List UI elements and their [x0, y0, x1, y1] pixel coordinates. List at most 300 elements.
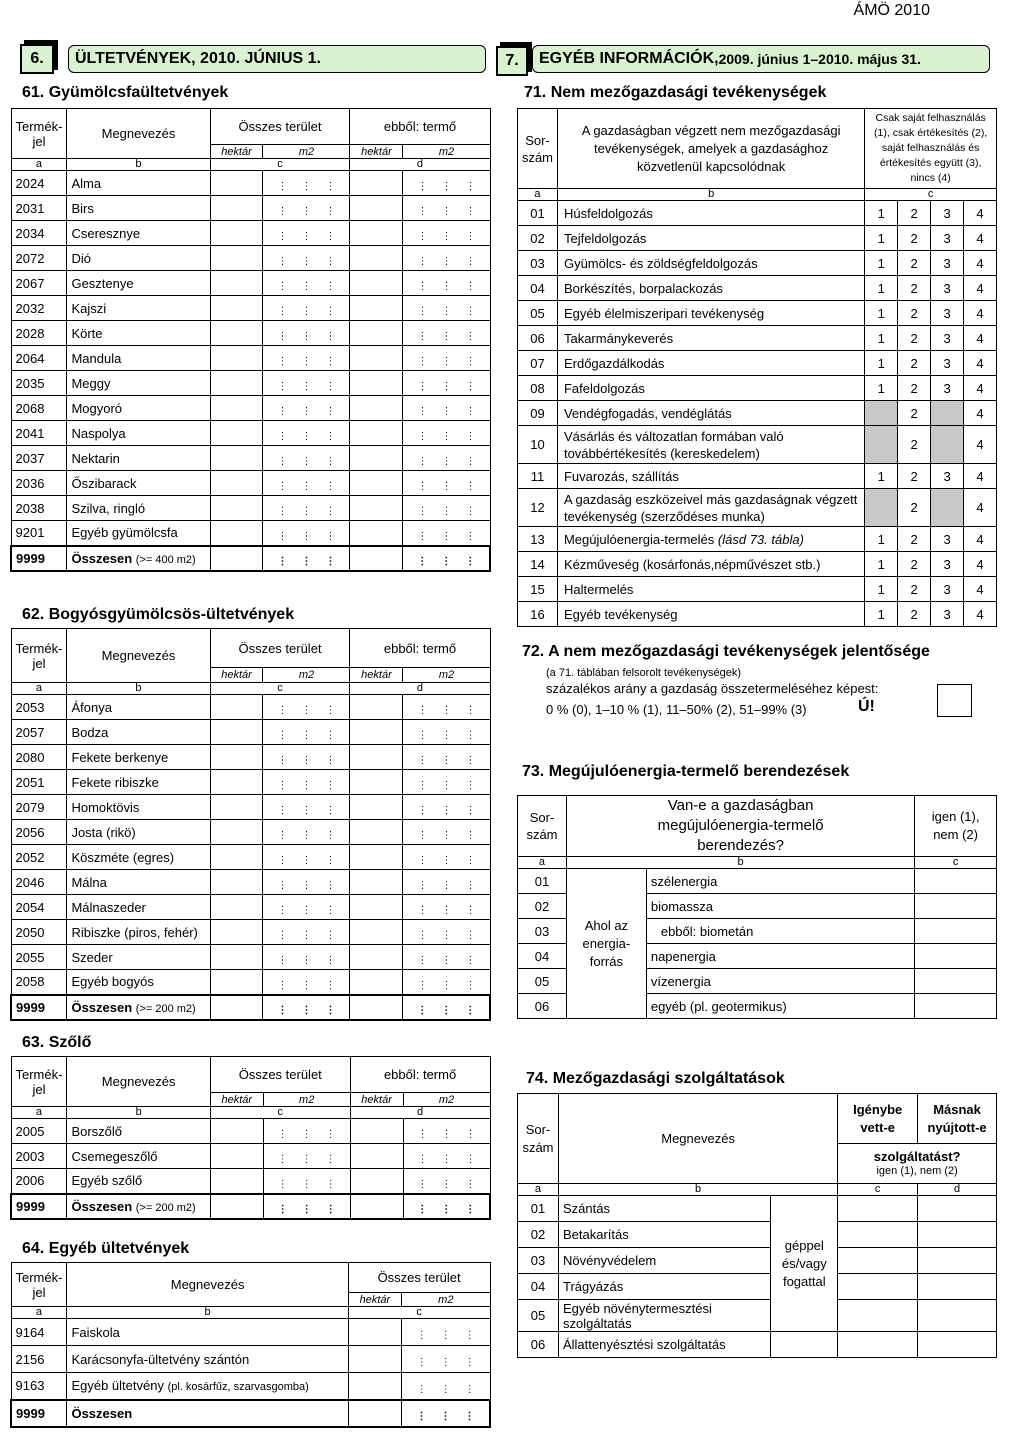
m2-input[interactable] [263, 820, 350, 845]
bearing-hectare-input[interactable] [350, 920, 403, 945]
hectare-input[interactable] [210, 221, 263, 246]
hectare-input[interactable] [210, 970, 263, 995]
product-code: 2046 [11, 870, 67, 895]
provided-input[interactable] [918, 1274, 997, 1300]
option-4[interactable]: 4 [964, 276, 997, 301]
m2-input[interactable] [263, 446, 350, 471]
m2-input[interactable] [263, 1119, 350, 1144]
bearing-m2-input[interactable] [403, 995, 490, 1020]
bearing-hectare-input[interactable] [350, 1144, 403, 1169]
bearing-m2-input[interactable] [403, 196, 490, 221]
used-input[interactable] [838, 1274, 918, 1300]
yes-no-input[interactable] [915, 869, 997, 894]
hectare-input[interactable] [348, 1400, 401, 1427]
option-3[interactable]: 3 [931, 251, 964, 276]
digit-slot [325, 757, 335, 765]
table-row [11, 845, 490, 870]
m2-input[interactable] [402, 1319, 490, 1346]
m2-input[interactable] [263, 870, 350, 895]
hectare-input[interactable] [210, 171, 263, 196]
option-2[interactable]: 2 [898, 226, 931, 251]
disabled-option [931, 401, 964, 426]
activity-name [557, 426, 864, 464]
hectare-input[interactable] [210, 720, 263, 745]
bearing-m2-input[interactable] [403, 770, 490, 795]
hectare-input[interactable] [210, 1119, 263, 1144]
bearing-m2-input[interactable] [403, 321, 490, 346]
product-code: 9999 [11, 546, 67, 571]
option-3[interactable]: 3 [931, 351, 964, 376]
bearing-hectare-input[interactable] [350, 770, 403, 795]
m2-input[interactable] [263, 196, 350, 221]
digit-slot [301, 333, 311, 341]
m2-input[interactable] [263, 845, 350, 870]
m2-input[interactable] [263, 745, 350, 770]
bearing-m2-input[interactable] [403, 371, 490, 396]
digit-slot [301, 358, 311, 366]
service-row [518, 1300, 997, 1332]
bearing-m2-input[interactable] [403, 1119, 490, 1144]
m2-input[interactable] [263, 421, 350, 446]
option-2[interactable]: 2 [898, 426, 931, 464]
option-4[interactable]: 4 [964, 301, 997, 326]
m2-input[interactable] [263, 246, 350, 271]
digit-separators [408, 1173, 486, 1189]
option-4[interactable]: 4 [964, 351, 997, 376]
option-4[interactable]: 4 [964, 527, 997, 552]
hectare-input[interactable] [210, 321, 263, 346]
hectare-input[interactable] [210, 770, 263, 795]
hectare-input[interactable] [210, 521, 263, 546]
bearing-m2-input[interactable] [403, 895, 490, 920]
option-2[interactable]: 2 [898, 464, 931, 489]
m2-input[interactable] [402, 1346, 490, 1373]
product-name [67, 920, 210, 945]
provided-input[interactable] [918, 1332, 997, 1358]
m2-input[interactable] [263, 496, 350, 521]
option-4[interactable]: 4 [964, 426, 997, 464]
col-letter: b [67, 159, 210, 171]
disabled-option [865, 489, 898, 527]
option-1[interactable]: 1 [865, 276, 898, 301]
option-2[interactable]: 2 [898, 326, 931, 351]
digit-separators [407, 924, 485, 940]
hectare-input[interactable] [210, 396, 263, 421]
hectare-input[interactable] [210, 845, 263, 870]
yes-no-input[interactable] [915, 969, 997, 994]
bearing-hectare-input[interactable] [350, 196, 403, 221]
bearing-m2-input[interactable] [403, 1169, 490, 1194]
bearing-m2-input[interactable] [403, 970, 490, 995]
option-2[interactable]: 2 [898, 577, 931, 602]
col-header-total: Összes terület [210, 109, 350, 145]
hectare-input[interactable] [348, 1346, 401, 1373]
bearing-hectare-input[interactable] [350, 471, 403, 496]
bearing-hectare-input[interactable] [350, 695, 403, 720]
activity-name-text: Vendégfogadás, vendéglátás [563, 405, 732, 421]
bearing-hectare-input[interactable] [350, 396, 403, 421]
bearing-hectare-input[interactable] [350, 845, 403, 870]
energy-name: napenergia [646, 944, 914, 969]
bearing-hectare-input[interactable] [350, 171, 403, 196]
option-4[interactable]: 4 [964, 376, 997, 401]
digit-separators [407, 375, 485, 391]
used-input[interactable] [838, 1196, 918, 1222]
option-1[interactable]: 1 [865, 527, 898, 552]
bearing-hectare-input[interactable] [350, 795, 403, 820]
option-1[interactable]: 1 [865, 552, 898, 577]
hectare-input[interactable] [210, 795, 263, 820]
bearing-hectare-input[interactable] [350, 1169, 403, 1194]
bearing-hectare-input[interactable] [350, 496, 403, 521]
bearing-m2-input[interactable] [403, 346, 490, 371]
digit-separators [408, 1123, 486, 1139]
m2-input[interactable] [263, 346, 350, 371]
hectare-input[interactable] [210, 745, 263, 770]
digit-slot [441, 283, 451, 291]
hectare-input[interactable] [210, 346, 263, 371]
option-3[interactable]: 3 [931, 577, 964, 602]
bearing-m2-input[interactable] [403, 521, 490, 546]
bearing-m2-input[interactable] [403, 246, 490, 271]
table-72-note: (a 71. táblában felsorolt tevékenységek) [546, 667, 742, 679]
bearing-hectare-input[interactable] [350, 970, 403, 995]
option-4[interactable]: 4 [964, 602, 997, 627]
bearing-hectare-input[interactable] [350, 945, 403, 970]
provided-input[interactable] [918, 1300, 997, 1332]
digit-slot [301, 932, 311, 940]
bearing-hectare-input[interactable] [350, 371, 403, 396]
row-number: 12 [518, 489, 558, 527]
bearing-hectare-input[interactable] [350, 720, 403, 745]
bearing-m2-input[interactable] [403, 820, 490, 845]
activity-row [518, 376, 997, 401]
digit-slot [441, 308, 451, 316]
digit-separators [407, 999, 485, 1015]
option-1[interactable]: 1 [865, 464, 898, 489]
m2-input[interactable] [263, 770, 350, 795]
activity-name [557, 301, 864, 326]
hectare-input[interactable] [210, 196, 263, 221]
col-letter: c [210, 683, 350, 695]
bearing-hectare-input[interactable] [350, 895, 403, 920]
bearing-hectare-input[interactable] [350, 745, 403, 770]
yes-no-input[interactable] [915, 944, 997, 969]
option-2[interactable]: 2 [898, 552, 931, 577]
digit-slot [325, 183, 335, 191]
bearing-hectare-input[interactable] [350, 421, 403, 446]
bearing-m2-input[interactable] [403, 496, 490, 521]
bearing-hectare-input[interactable] [350, 346, 403, 371]
product-name-text: Kajszi [71, 300, 107, 316]
digit-slot [441, 782, 451, 790]
option-2[interactable]: 2 [898, 489, 931, 527]
option-2[interactable]: 2 [898, 201, 931, 226]
option-1[interactable]: 1 [865, 226, 898, 251]
m2-input[interactable] [263, 1194, 350, 1219]
digit-slot [441, 1386, 451, 1394]
digit-slot [442, 1181, 452, 1189]
m2-input[interactable] [263, 895, 350, 920]
hectare-input[interactable] [210, 695, 263, 720]
option-1[interactable]: 1 [865, 301, 898, 326]
hectare-input[interactable] [210, 421, 263, 446]
digit-slot [465, 433, 475, 441]
bearing-m2-input[interactable] [403, 720, 490, 745]
digit-slot [465, 1007, 475, 1015]
activity-name [557, 201, 864, 226]
option-3[interactable]: 3 [931, 201, 964, 226]
option-2[interactable]: 2 [898, 527, 931, 552]
activity-name-text: Haltermelés [563, 581, 634, 597]
bearing-m2-input[interactable] [403, 870, 490, 895]
table-row [11, 496, 490, 521]
product-name-text: Meggy [71, 375, 111, 391]
digit-slot [417, 1332, 427, 1340]
product-code: 2035 [11, 371, 67, 396]
used-input[interactable] [838, 1222, 918, 1248]
bearing-hectare-input[interactable] [350, 1194, 403, 1219]
product-name-text: Összesen [71, 1405, 133, 1421]
hectare-input[interactable] [210, 895, 263, 920]
col-header-code: Termék-jel [11, 1263, 67, 1307]
option-4[interactable]: 4 [964, 401, 997, 426]
activity-name-text: Egyéb tevékenység [563, 606, 678, 622]
hectare-input[interactable] [210, 1169, 263, 1194]
option-2[interactable]: 2 [898, 602, 931, 627]
option-4[interactable]: 4 [964, 577, 997, 602]
bearing-m2-input[interactable] [403, 396, 490, 421]
digit-slot [301, 233, 311, 241]
hectare-input[interactable] [210, 820, 263, 845]
table-72-title: 72. A nem mezőgazdasági tevékenységek jelentősége [522, 643, 930, 660]
digit-slot [417, 982, 427, 990]
service-name: Betakarítás [558, 1222, 770, 1248]
provided-input[interactable] [918, 1196, 997, 1222]
option-3[interactable]: 3 [931, 602, 964, 627]
m2-input[interactable] [263, 471, 350, 496]
option-4[interactable]: 4 [964, 226, 997, 251]
bearing-m2-input[interactable] [403, 945, 490, 970]
bearing-hectare-input[interactable] [350, 995, 403, 1020]
option-1[interactable]: 1 [865, 351, 898, 376]
option-4[interactable]: 4 [964, 251, 997, 276]
m2-input[interactable] [263, 371, 350, 396]
option-4[interactable]: 4 [964, 201, 997, 226]
bearing-hectare-input[interactable] [350, 221, 403, 246]
significance-input[interactable] [937, 684, 972, 717]
energy-name: szélenergia [646, 869, 914, 894]
bearing-hectare-input[interactable] [350, 321, 403, 346]
option-1[interactable]: 1 [865, 602, 898, 627]
digit-slot [301, 258, 311, 266]
m2-input[interactable] [263, 920, 350, 945]
option-3[interactable]: 3 [931, 376, 964, 401]
digit-slot [417, 1386, 427, 1394]
used-input[interactable] [838, 1332, 918, 1358]
product-name-text: Naspolya [71, 425, 126, 441]
digit-slot [441, 982, 451, 990]
option-3[interactable]: 3 [931, 527, 964, 552]
bearing-m2-input[interactable] [403, 1194, 490, 1219]
yes-no-input[interactable] [915, 994, 997, 1019]
bearing-hectare-input[interactable] [350, 521, 403, 546]
option-4[interactable]: 4 [964, 464, 997, 489]
m2-input[interactable] [263, 795, 350, 820]
digit-slot [441, 533, 451, 541]
option-4[interactable]: 4 [964, 489, 997, 527]
m2-input[interactable] [402, 1400, 490, 1427]
digit-separators [407, 949, 485, 965]
bearing-m2-input[interactable] [403, 271, 490, 296]
hectare-input[interactable] [210, 446, 263, 471]
hectare-input[interactable] [210, 945, 263, 970]
used-input[interactable] [838, 1300, 918, 1332]
m2-input[interactable] [263, 1144, 350, 1169]
option-1[interactable]: 1 [865, 251, 898, 276]
option-4[interactable]: 4 [964, 552, 997, 577]
product-name [67, 471, 210, 496]
activity-name-text: Fafeldolgozás [563, 380, 645, 396]
m2-input[interactable] [263, 695, 350, 720]
option-1[interactable]: 1 [865, 326, 898, 351]
hectare-input[interactable] [210, 296, 263, 321]
hectare-input[interactable] [348, 1319, 401, 1346]
option-1[interactable]: 1 [865, 577, 898, 602]
table-row [11, 895, 490, 920]
option-3[interactable]: 3 [931, 326, 964, 351]
option-2[interactable]: 2 [898, 301, 931, 326]
bearing-m2-input[interactable] [403, 695, 490, 720]
option-2[interactable]: 2 [898, 351, 931, 376]
option-2[interactable]: 2 [898, 401, 931, 426]
col-letter: a [518, 1184, 559, 1196]
used-input[interactable] [838, 1248, 918, 1274]
m2-input[interactable] [263, 296, 350, 321]
option-3[interactable]: 3 [931, 552, 964, 577]
service-label: szolgáltatást? [873, 1148, 961, 1164]
digit-slot [441, 882, 451, 890]
m2-input[interactable] [402, 1373, 490, 1400]
option-3[interactable]: 3 [931, 464, 964, 489]
bearing-m2-input[interactable] [403, 421, 490, 446]
option-2[interactable]: 2 [898, 276, 931, 301]
hectare-input[interactable] [210, 1144, 263, 1169]
m2-input[interactable] [263, 945, 350, 970]
digit-separators [267, 500, 345, 516]
option-2[interactable]: 2 [898, 376, 931, 401]
bearing-m2-input[interactable] [403, 795, 490, 820]
table-row [11, 695, 490, 720]
provided-input[interactable] [918, 1248, 997, 1274]
option-4[interactable]: 4 [964, 326, 997, 351]
digit-slot [277, 208, 287, 216]
bearing-m2-input[interactable] [403, 171, 490, 196]
m2-input[interactable] [263, 546, 350, 571]
row-number: 16 [518, 602, 558, 627]
digit-slot [417, 333, 427, 341]
col-letter: d [350, 159, 490, 171]
product-name [67, 521, 210, 546]
m2-input[interactable] [263, 521, 350, 546]
bearing-hectare-input[interactable] [350, 246, 403, 271]
option-3[interactable]: 3 [931, 301, 964, 326]
option-1[interactable]: 1 [865, 376, 898, 401]
hectare-input[interactable] [210, 471, 263, 496]
bearing-hectare-input[interactable] [350, 271, 403, 296]
product-name-text: Szilva, ringló [71, 500, 146, 516]
bearing-m2-input[interactable] [403, 546, 490, 571]
digit-slot [277, 508, 287, 516]
bearing-hectare-input[interactable] [350, 820, 403, 845]
bearing-m2-input[interactable] [403, 920, 490, 945]
bearing-m2-input[interactable] [403, 745, 490, 770]
bearing-m2-input[interactable] [403, 296, 490, 321]
hectare-input[interactable] [210, 246, 263, 271]
bearing-hectare-input[interactable] [350, 546, 403, 571]
col-letter: b [566, 857, 914, 869]
hectare-input[interactable] [210, 1194, 263, 1219]
m2-input[interactable] [263, 970, 350, 995]
m2-input[interactable] [263, 321, 350, 346]
bearing-m2-input[interactable] [403, 221, 490, 246]
option-2[interactable]: 2 [898, 251, 931, 276]
row-number: 06 [518, 1332, 559, 1358]
hectare-input[interactable] [210, 920, 263, 945]
hectare-input[interactable] [210, 546, 263, 571]
hectare-input[interactable] [210, 995, 263, 1020]
digit-separators [406, 1351, 485, 1367]
digit-separators [407, 550, 485, 566]
bearing-m2-input[interactable] [403, 1144, 490, 1169]
bearing-m2-input[interactable] [403, 845, 490, 870]
yes-no-input[interactable] [915, 919, 997, 944]
m2-input[interactable] [263, 995, 350, 1020]
bearing-m2-input[interactable] [403, 471, 490, 496]
digit-slot [417, 458, 427, 466]
m2-input[interactable] [263, 271, 350, 296]
m2-input[interactable] [263, 720, 350, 745]
product-name [67, 221, 210, 246]
provided-input[interactable] [918, 1222, 997, 1248]
m2-input[interactable] [263, 171, 350, 196]
m2-input[interactable] [263, 221, 350, 246]
product-code: 2038 [11, 496, 67, 521]
hectare-input[interactable] [210, 371, 263, 396]
m2-input[interactable] [263, 1169, 350, 1194]
hectare-input[interactable] [348, 1373, 401, 1400]
hectare-input[interactable] [210, 496, 263, 521]
option-3[interactable]: 3 [931, 226, 964, 251]
hectare-input[interactable] [210, 870, 263, 895]
digit-slot [325, 832, 335, 840]
row-number: 02 [518, 1222, 559, 1248]
yes-no-input[interactable] [915, 894, 997, 919]
bearing-hectare-input[interactable] [350, 1119, 403, 1144]
bearing-hectare-input[interactable] [350, 446, 403, 471]
bearing-m2-input[interactable] [403, 446, 490, 471]
option-1[interactable]: 1 [865, 201, 898, 226]
sub-header-hektar: hektár [350, 145, 403, 159]
digit-slot [417, 208, 427, 216]
table-row [11, 795, 490, 820]
digit-slot [465, 258, 475, 266]
bearing-hectare-input[interactable] [350, 296, 403, 321]
bearing-hectare-input[interactable] [350, 870, 403, 895]
m2-input[interactable] [263, 396, 350, 421]
hectare-input[interactable] [210, 271, 263, 296]
option-3[interactable]: 3 [931, 276, 964, 301]
